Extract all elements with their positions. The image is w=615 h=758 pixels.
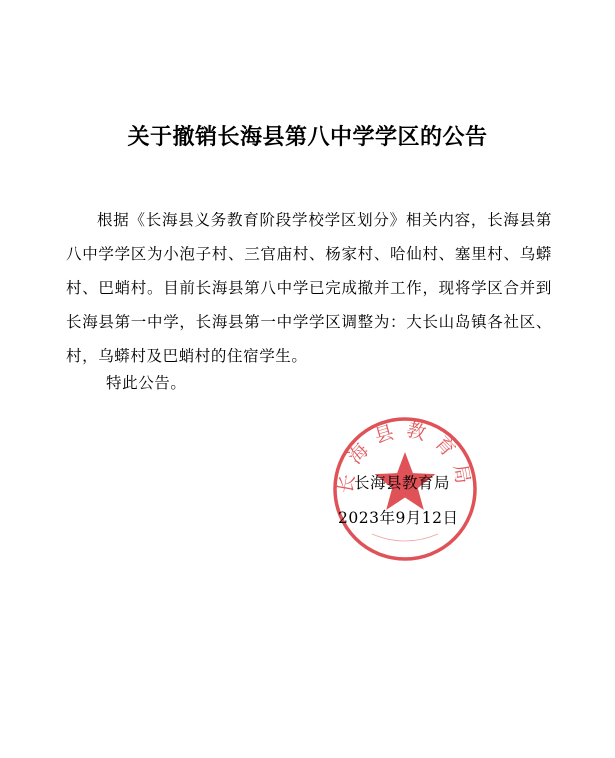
document-title: 关于撤销长海县第八中学学区的公告 — [127, 125, 488, 150]
document-body — [66, 203, 552, 373]
closing-statement: 特此公告。 — [106, 374, 187, 392]
body-paragraph: 根据《长海县义务教育阶段学校学区划分》相关内容，长海县第八中学学区为小泡子村、三官庙村、杨家村、哈仙村、塞里村、乌蟒村、巴蛸村。目前长海县第八中学已完成撤并工作，现将学区合并到长海县第一中学，长海县第一中学学区调整为：大长山岛镇各社区、村，乌蟒村及巴蛸村的住宿学生。 — [66, 211, 552, 365]
issuer-name: 长海县教育局 — [354, 474, 451, 492]
issue-date: 2023年9月12日 — [338, 509, 459, 527]
seal-arc-text: 长海县教育局 — [334, 418, 476, 496]
